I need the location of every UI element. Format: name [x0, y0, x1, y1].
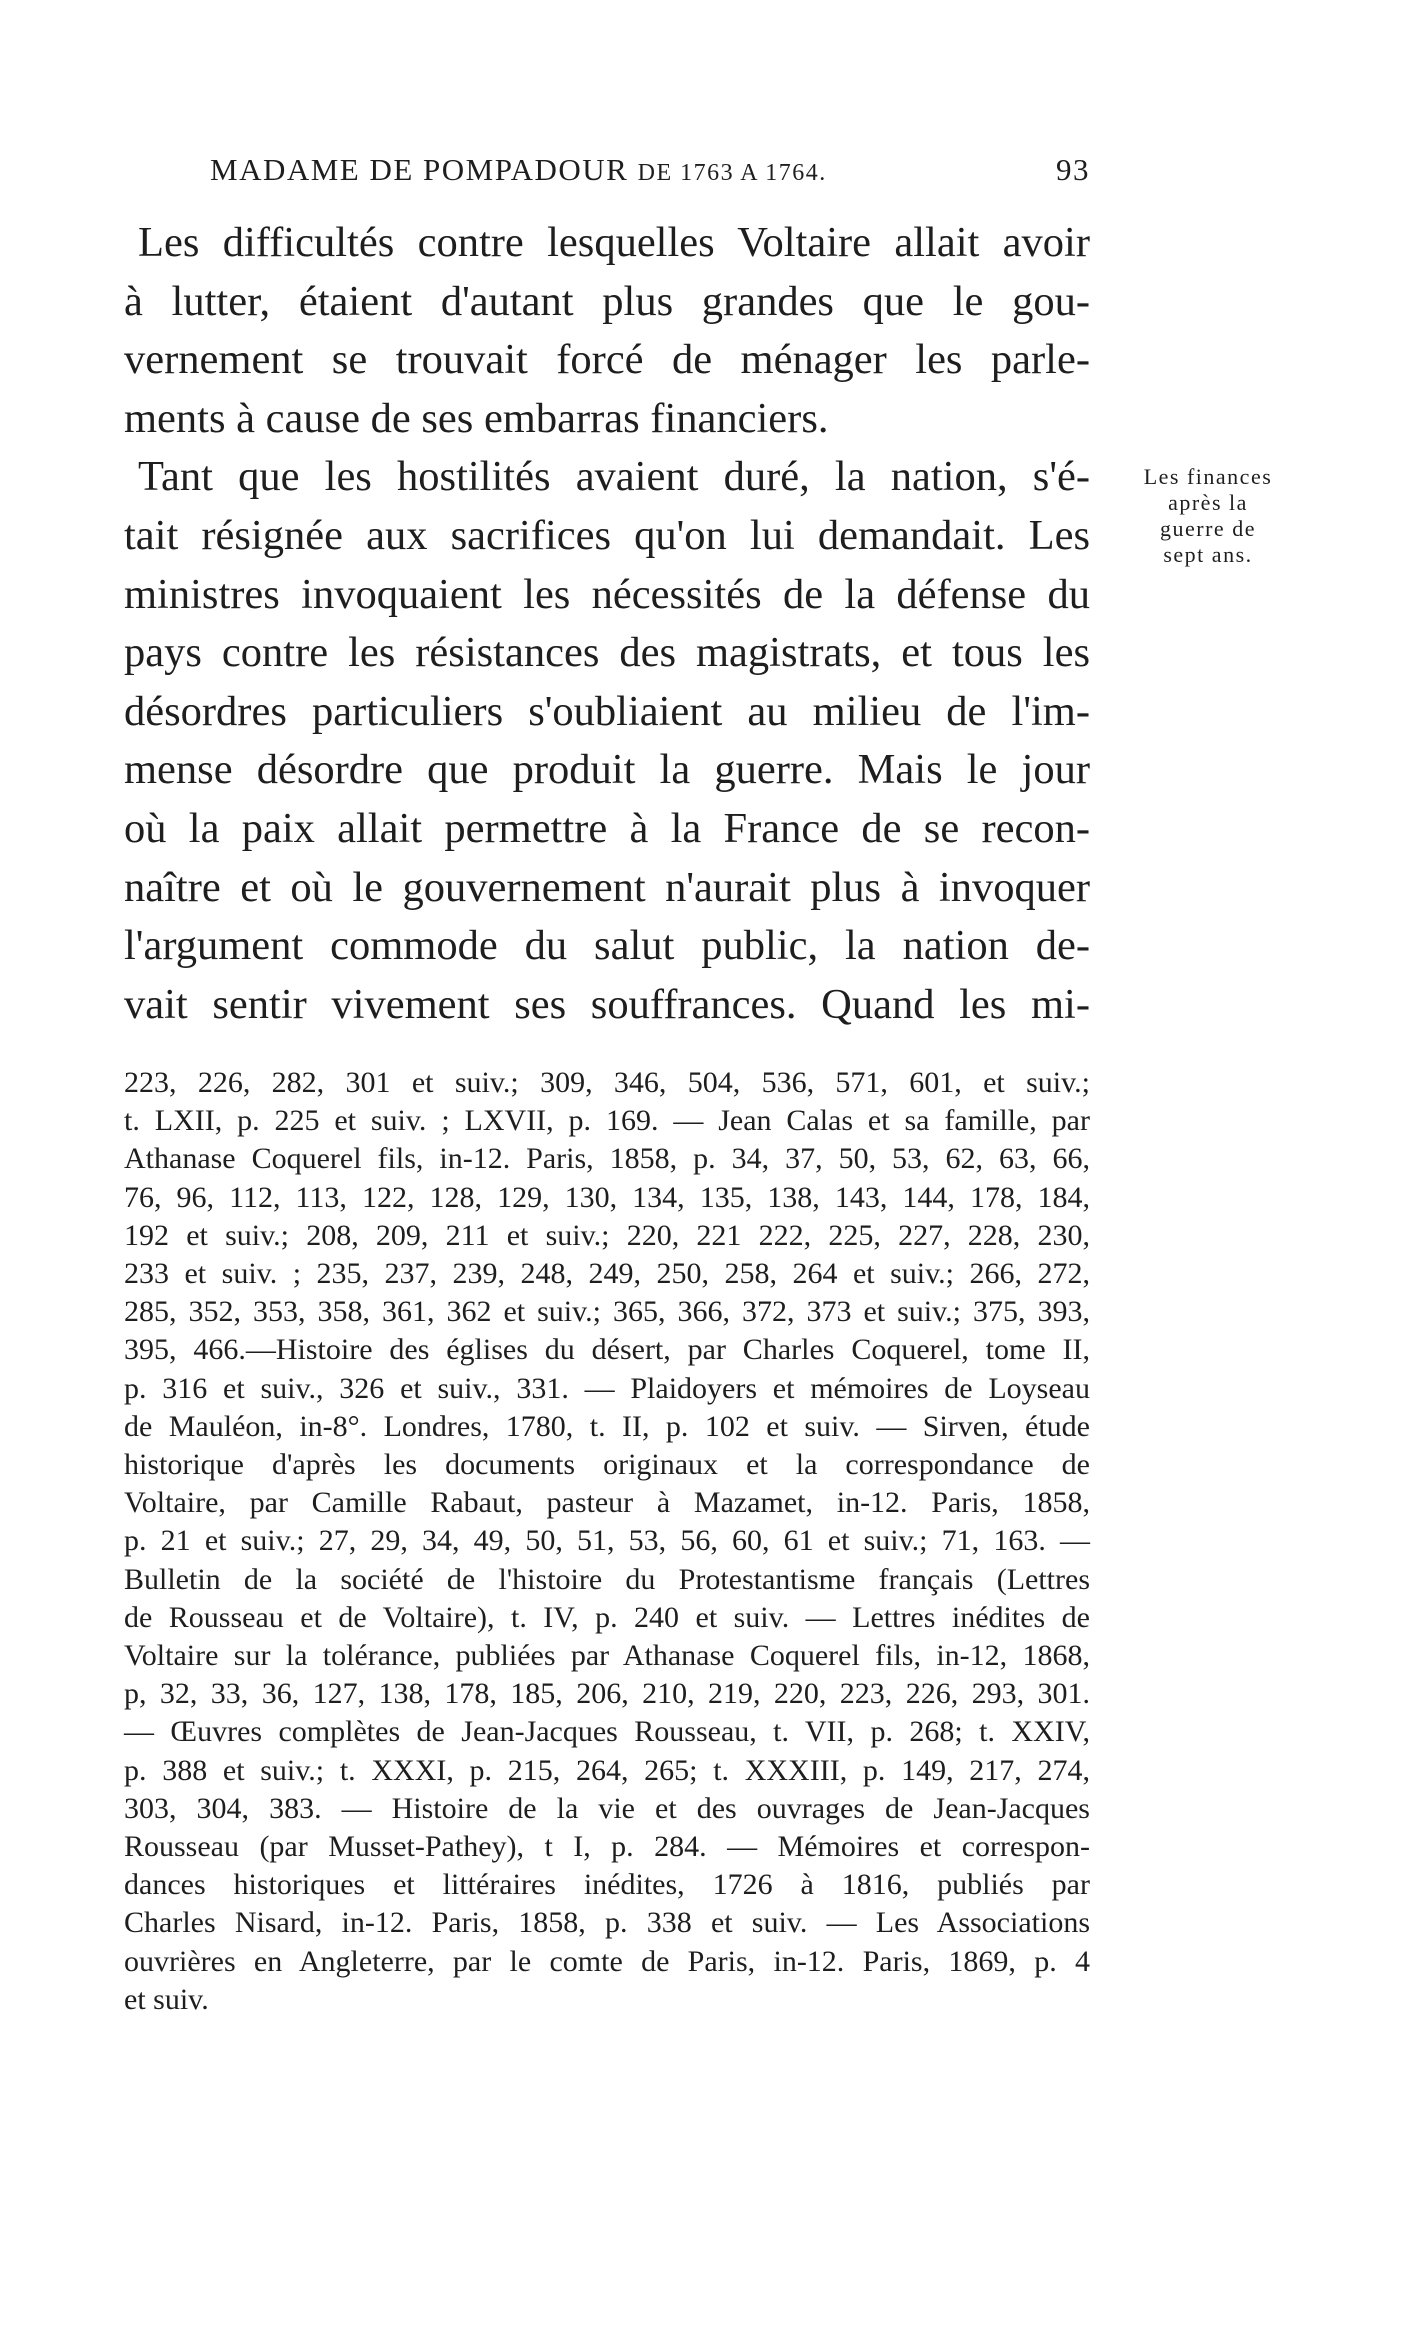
footnote-line: 395, 466.—Histoire des églises du désert, par Charles Coquerel, tome II,: [124, 1333, 1090, 1367]
footnote-line: dances historiques et littéraires inédites, 1726 à 1816, publiés par: [124, 1868, 1090, 1902]
body-line: désordres particuliers s'oubliaient au milieu de l'im-: [124, 687, 1090, 735]
body-line: Les difficultés contre lesquelles Voltaire allait avoir: [138, 219, 1090, 266]
footnote-line: de Rousseau et de Voltaire), t. IV, p. 240 et suiv. — Lettres inédites de: [124, 1600, 1090, 1634]
running-head-title-small: DE 1763 A 1764.: [637, 160, 827, 186]
body-line: l'argument commode du salut public, la nation de-: [124, 922, 1090, 970]
footnote-line: — Œuvres complètes de Jean-Jacques Rousseau, t. VII, p. 268; t. XXIV,: [124, 1715, 1090, 1749]
footnote-line: 303, 304, 383. — Histoire de la vie et des ouvrages de Jean-Jacques: [124, 1791, 1090, 1825]
margin-note-line: sept ans.: [1163, 542, 1253, 567]
footnote-line: historique d'après les documents originaux et la correspondance de: [124, 1448, 1090, 1482]
body-line: à lutter, étaient d'autant plus grandes que le gou-: [124, 277, 1090, 325]
footnote-line: 192 et suiv.; 208, 209, 211 et suiv.; 220, 221 222, 225, 227, 228, 230,: [124, 1218, 1090, 1252]
footnote-line: p. 316 et suiv., 326 et suiv., 331. — Plaidoyers et mémoires de Loyseau: [124, 1371, 1090, 1405]
body-line: ministres invoquaient les nécessités de la défense du: [124, 570, 1090, 618]
footnote-line: p. 21 et suiv.; 27, 29, 34, 49, 50, 51, 53, 56, 60, 61 et suiv.; 71, 163. —: [124, 1524, 1090, 1558]
footnote-line: Voltaire, par Camille Rabaut, pasteur à Mazamet, in-12. Paris, 1858,: [124, 1486, 1090, 1520]
body-line: vernement se trouvait forcé de ménager les parle-: [124, 336, 1090, 384]
body-text: [124, 214, 1090, 1034]
footnote-line: de Mauléon, in-8°. Londres, 1780, t. II, p. 102 et suiv. — Sirven, étude: [124, 1409, 1090, 1443]
footnote-line: p. 388 et suiv.; t. XXXI, p. 215, 264, 265; t. XXXIII, p. 149, 217, 274,: [124, 1753, 1090, 1787]
footnote-line: 285, 352, 353, 358, 361, 362 et suiv.; 365, 366, 372, 373 et suiv.; 375, 393,: [124, 1295, 1090, 1329]
running-head-title: [210, 152, 827, 188]
footnote-line: ouvrières en Angleterre, par le comte de Paris, in-12. Paris, 1869, p. 4: [124, 1944, 1090, 1978]
footnote-line: Bulletin de la société de l'histoire du Protestantisme français (Lettres: [124, 1562, 1090, 1596]
footnote-line: 223, 226, 282, 301 et suiv.; 309, 346, 504, 536, 571, 601, et suiv.;: [124, 1066, 1090, 1099]
footnote-line: Rousseau (par Musset-Pathey), t I, p. 284. — Mémoires et correspon-: [124, 1830, 1090, 1864]
footnote-line: 233 et suiv. ; 235, 237, 239, 248, 249, 250, 258, 264 et suiv.; 266, 272,: [124, 1257, 1090, 1291]
footnote-line: Charles Nisard, in-12. Paris, 1858, p. 338 et suiv. — Les Associations: [124, 1906, 1090, 1940]
body-line: tait résignée aux sacrifices qu'on lui demandait. Les: [124, 511, 1090, 559]
footnote-line: t. LXII, p. 225 et suiv. ; LXVII, p. 169. — Jean Calas et sa famille, par: [124, 1104, 1090, 1138]
footnote-line: Athanase Coquerel fils, in-12. Paris, 1858, p. 34, 37, 50, 53, 62, 63, 66,: [124, 1142, 1090, 1176]
footnote-line: 76, 96, 112, 113, 122, 128, 129, 130, 134, 135, 138, 143, 144, 178, 184,: [124, 1180, 1090, 1214]
body-line: ments à cause de ses embarras financiers.: [124, 394, 829, 442]
body-line: où la paix allait permettre à la France de se recon-: [124, 804, 1090, 852]
body-line: mense désordre que produit la guerre. Mais le jour: [124, 746, 1090, 794]
margin-note-line: après la: [1168, 490, 1248, 515]
margin-note-line: guerre de: [1160, 516, 1256, 541]
footnote-line: Voltaire sur la tolérance, publiées par Athanase Coquerel fils, in-12, 1868,: [124, 1639, 1090, 1673]
footnote-line: et suiv.: [124, 1982, 209, 2016]
page-number: 93: [1056, 152, 1090, 187]
body-line: Tant que les hostilités avaient duré, la nation, s'é-: [138, 453, 1090, 501]
margin-note: [1118, 464, 1298, 568]
body-line: vait sentir vivement ses souffrances. Quand les mi-: [124, 980, 1090, 1028]
body-line: pays contre les résistances des magistrats, et tous les: [124, 629, 1090, 677]
margin-note-line: Les finances: [1143, 464, 1273, 489]
footnote: [124, 1064, 1090, 2019]
body-line: naître et où le gouvernement n'aurait plus à invoquer: [124, 863, 1090, 911]
running-head-title-main: MADAME DE POMPADOUR: [210, 152, 629, 187]
running-head: [210, 152, 1090, 196]
footnote-line: p, 32, 33, 36, 127, 138, 178, 185, 206, 210, 219, 220, 223, 226, 293, 301.: [124, 1677, 1090, 1711]
